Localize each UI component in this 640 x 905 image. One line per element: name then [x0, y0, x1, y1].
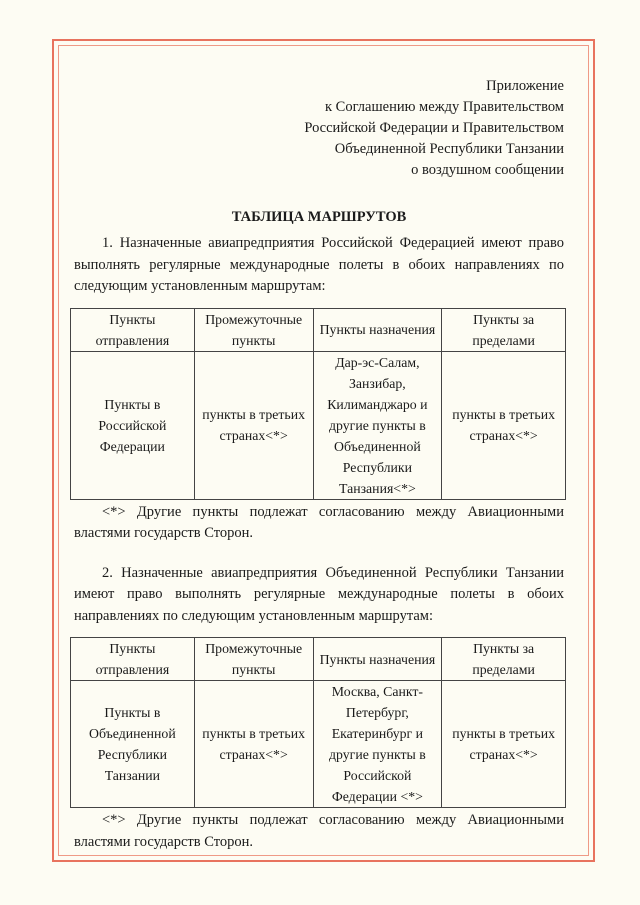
header-departure: Пункты отправления — [71, 638, 195, 681]
annex-line-2: к Соглашению между Правительством — [325, 99, 564, 115]
header-destination: Пункты назначения — [313, 638, 442, 681]
header-intermediate: Промежуточные пункты — [194, 308, 313, 351]
routes-table-1 — [70, 308, 566, 500]
header-destination: Пункты назначения — [313, 308, 442, 351]
cell-beyond: пункты в третьих странах<*> — [442, 681, 566, 808]
header-beyond: Пункты за пределами — [442, 638, 566, 681]
section-1-footnote: <*> Другие пункты подлежат согласованию между Авиационными властями государств Сторон. — [74, 503, 564, 541]
header-departure: Пункты отправления — [71, 308, 195, 351]
table-header-row — [71, 638, 566, 681]
cell-beyond: пункты в третьих странах<*> — [442, 351, 566, 499]
cell-departure: Пункты в Объединенной Республики Танзании — [71, 681, 195, 808]
routes-table-2 — [70, 637, 566, 808]
section-2-footnote: <*> Другие пункты подлежат согласованию между Авиационными властями государств Сторон. — [74, 812, 564, 850]
cell-intermediate: пункты в третьих странах<*> — [194, 681, 313, 808]
header-intermediate: Промежуточные пункты — [194, 638, 313, 681]
cell-destination: Дар-эс-Салам, Занзибар, Килиманджаро и другие пункты в Объединенной Республики Танзания<*> — [313, 351, 442, 499]
document-title: ТАБЛИЦА МАРШРУТОВ — [231, 209, 407, 225]
table-header-row — [71, 308, 566, 351]
section-1-paragraph: 1. Назначенные авиапредприятия Российской Федерацией имеют право выполнять регулярные международные полеты в обоих направлениях по следующим установленным маршрутам: — [74, 235, 564, 294]
cell-departure: Пункты в Российской Федерации — [71, 351, 195, 499]
cell-destination: Москва, Санкт-Петербург, Екатеринбург и другие пункты в Российской Федерации <*> — [313, 681, 442, 808]
document-body — [74, 76, 564, 853]
table-row — [71, 351, 566, 499]
annex-line-3: Российской Федерации и Правительством — [304, 120, 564, 136]
section-2-paragraph: 2. Назначенные авиапредприятия Объединенной Республики Танзании имеют право выполнять регулярные международные полеты в обоих направлениях по следующим установленным маршрутам: — [74, 564, 564, 624]
annex-line-1: Приложение — [486, 78, 564, 94]
annex-line-5: о воздушном сообщении — [411, 162, 564, 178]
table-row — [71, 681, 566, 808]
annex-heading — [74, 76, 564, 181]
header-beyond: Пункты за пределами — [442, 308, 566, 351]
annex-line-4: Объединенной Республики Танзании — [334, 141, 564, 157]
cell-intermediate: пункты в третьих странах<*> — [194, 351, 313, 499]
